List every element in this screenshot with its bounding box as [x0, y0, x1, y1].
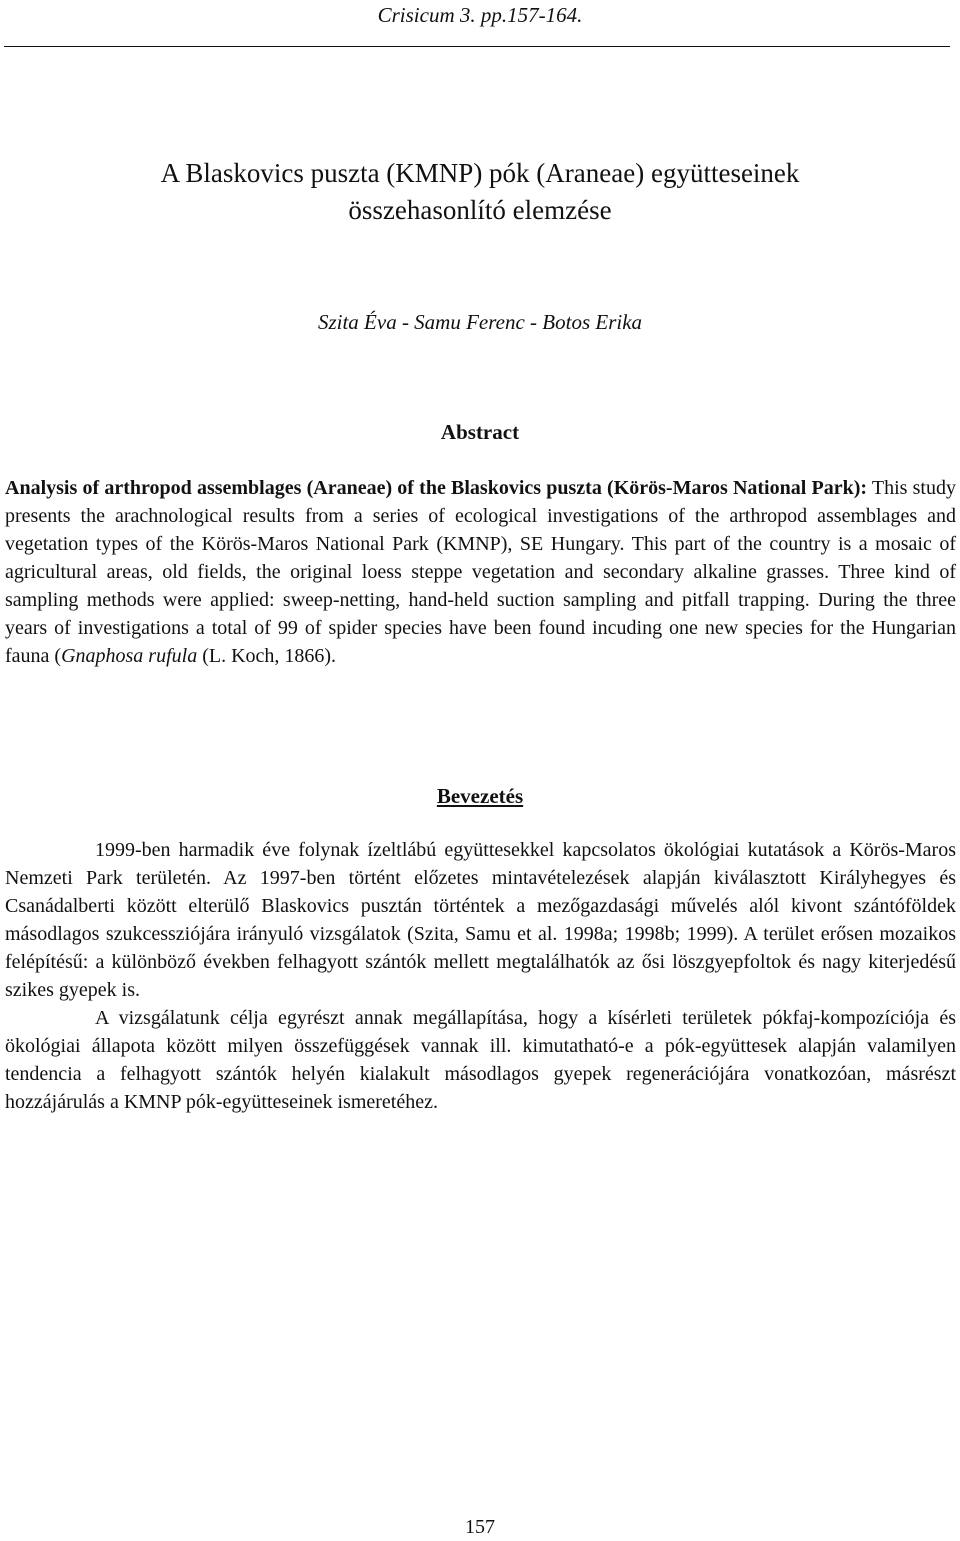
author-list: Szita Éva - Samu Ferenc - Botos Erika [317, 310, 643, 334]
introduction-body [5, 836, 956, 1116]
running-head: Crisicum 3. pp.157-164. [377, 3, 583, 27]
introduction-heading [0, 782, 960, 810]
abstract-body [5, 474, 956, 670]
abstract-heading: Abstract [440, 420, 520, 444]
abstract-text: This study presents the arachnological results from a series of ecological investigations of the arthropod assemblages and vegetation types of the Körös-Maros National Park (KMNP), SE Hungary. This part of the country is a mosaic of agricultural areas, old fields, the original loess steppe vegetation and secondary alkaline grasses. Three kind of sampling methods were applied: sweep-netting, hand-held suction sampling and pitfall trapping. During the three years of investigations a total of 99 of spider species have been found incuding one new species for the Hungarian fauna ( [5, 477, 956, 667]
introduction-paragraph-1: 1999-ben harmadik éve folynak ízeltlábú együttesekkel kapcsolatos ökológiai kutatások a Körös-Maros Nemzeti Park területén. Az 1997-ben történt előzetes mintavételezések alapján kiválasztott Királyhegyes és Csanádalberti között elterülő Blaskovics pusztán történtek a mezőgazdasági művelés alól kivont szántóföldek másodlagos szukcessziójára irányuló vizsgálatok (Szita, Samu et al. 1998a; 1998b; 1999). A terület erősen mozaikos felépítésű: a különböző években felhagyott szántók mellett megtalálhatók az ősi löszgyepfoltok és nagy kiterjedésű szikes gyepek is. [5, 839, 956, 1001]
species-name: Gnaphosa rufula [61, 645, 198, 667]
paper-title-line-1: A Blaskovics puszta (KMNP) pók (Araneae) együtteseinek [160, 158, 800, 188]
introduction-heading-text: Bevezetés [436, 784, 524, 808]
paper-title-line-2: összehasonlító elemzése [348, 195, 612, 225]
abstract-lead: Analysis of arthropod assemblages (Araneae) of the Blaskovics puszta (Körös-Maros National Park): [5, 477, 868, 499]
paper-title [0, 155, 960, 229]
page-number: 157 [465, 1516, 495, 1538]
introduction-paragraph-2: A vizsgálatunk célja egyrészt annak megállapítása, hogy a kísérleti területek pókfaj-kompozíciója és ökológiai állapota között milyen összefüggések vannak ill. kimutatható-e a pók-együttesek alapján valamilyen tendencia a felhagyott szántók helyén kialakult másodlagos gyepek regenerációjára vonatkozóan, másrészt hozzájárulás a KMNP pók-együtteseinek ismeretéhez. [5, 1007, 956, 1113]
abstract-text-end: (L. Koch, 1866). [197, 645, 337, 667]
header-rule [4, 46, 950, 47]
